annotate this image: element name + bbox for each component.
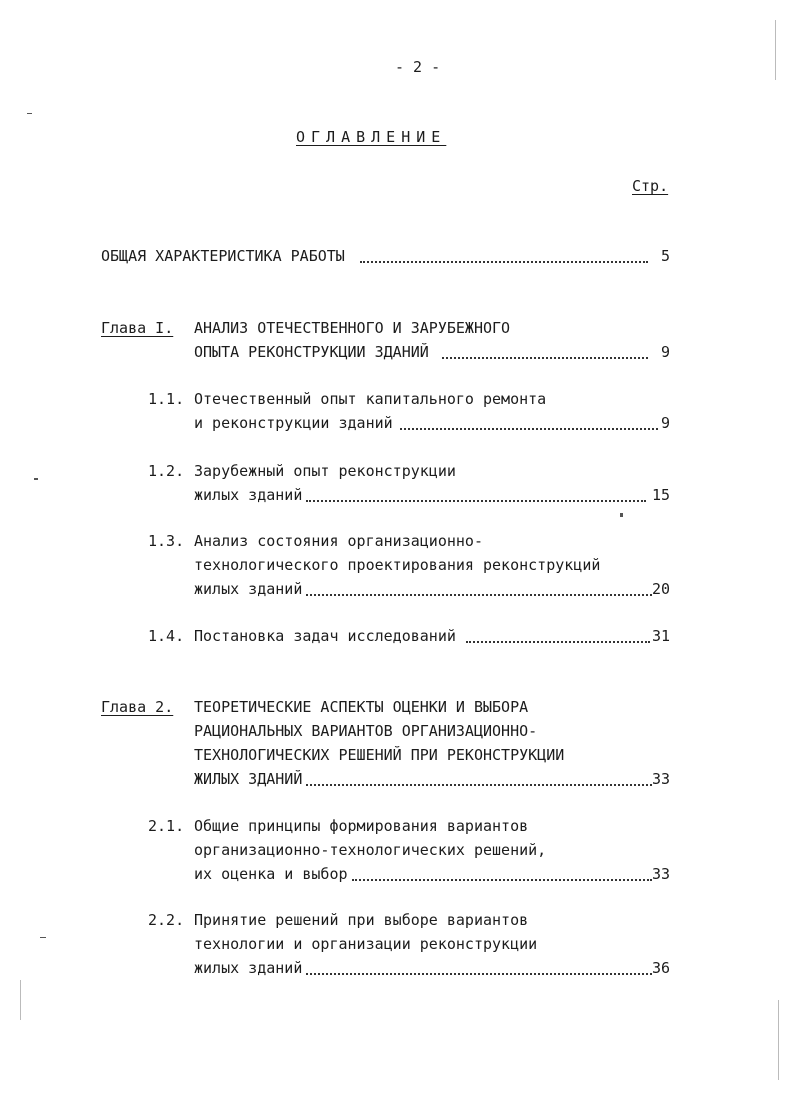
- toc-entry-text: технологии и организации реконструкции: [194, 935, 538, 953]
- scan-speck: [20, 980, 21, 1020]
- toc-entry-text: Общие принципы формирования вариантов: [194, 817, 529, 835]
- toc-entry-page: 9: [660, 414, 670, 432]
- toc-entry-text: и реконструкции зданий: [194, 414, 393, 432]
- toc-entry-page: 33: [651, 865, 670, 883]
- toc-entry-page: 15: [651, 486, 670, 504]
- toc-leader-dots: [306, 594, 652, 596]
- scan-speck: [778, 1000, 779, 1080]
- toc-entry-page: 20: [651, 580, 670, 598]
- page-number: - 2 -: [395, 58, 441, 76]
- toc-entry-text: Отечественный опыт капитального ремонта: [194, 390, 547, 408]
- toc-entry-label: 1.3.: [148, 532, 185, 550]
- toc-entry-label: 2.1.: [148, 817, 185, 835]
- toc-entry-text: ТЕОРЕТИЧЕСКИЕ АСПЕКТЫ ОЦЕНКИ И ВЫБОРА: [194, 698, 529, 716]
- page-column-label: Стр.: [632, 177, 669, 195]
- toc-entry-label: 1.1.: [148, 390, 185, 408]
- toc-entry-text: Постановка задач исследований: [194, 627, 456, 645]
- toc-entry-label: Глава 2.: [101, 698, 174, 716]
- scan-speck: [40, 937, 46, 938]
- toc-entry-text: жилых зданий: [194, 486, 303, 504]
- toc-title: ОГЛАВЛЕНИЕ: [296, 128, 447, 146]
- toc-entry-text: Зарубежный опыт реконструкции: [194, 462, 456, 480]
- toc-entry-label: 2.2.: [148, 911, 185, 929]
- toc-leader-dots: [352, 879, 652, 881]
- toc-entry-page: 9: [660, 343, 670, 361]
- scan-speck: [775, 20, 776, 80]
- toc-entry-text: ОПЫТА РЕКОНСТРУКЦИИ ЗДАНИЙ: [194, 343, 429, 361]
- toc-entry-text: жилых зданий: [194, 959, 303, 977]
- toc-entry-page: 36: [651, 959, 670, 977]
- toc-entry-label: Глава I.: [101, 319, 174, 337]
- toc-entry-text: ЖИЛЫХ ЗДАНИЙ: [194, 770, 303, 788]
- toc-leader-dots: [466, 641, 650, 643]
- toc-entry-label: 1.4.: [148, 627, 185, 645]
- toc-entry-page: 5: [660, 247, 670, 265]
- toc-entry-text: технологического проектирования реконструкций: [194, 556, 601, 574]
- toc-leader-dots: [360, 261, 648, 263]
- toc-leader-dots: [306, 973, 652, 975]
- scan-speck: [620, 513, 623, 517]
- toc-entry-text: организационно-технологических решений,: [194, 841, 547, 859]
- toc-entry-page: 33: [651, 770, 670, 788]
- toc-leader-dots: [306, 784, 652, 786]
- toc-entry-text: Анализ состояния организационно-: [194, 532, 483, 550]
- toc-entry-text: их оценка и выбор: [194, 865, 348, 883]
- toc-leader-dots: [442, 357, 648, 359]
- toc-entry-label: 1.2.: [148, 462, 185, 480]
- scan-speck: [27, 113, 32, 114]
- toc-entry-text: ТЕХНОЛОГИЧЕСКИХ РЕШЕНИЙ ПРИ РЕКОНСТРУКЦИИ: [194, 746, 565, 764]
- toc-entry-text: АНАЛИЗ ОТЕЧЕСТВЕННОГО И ЗАРУБЕЖНОГО: [194, 319, 511, 337]
- toc-leader-dots: [400, 428, 658, 430]
- toc-entry-page: 31: [651, 627, 670, 645]
- toc-entry-text: Принятие решений при выборе вариантов: [194, 911, 529, 929]
- toc-leader-dots: [306, 500, 646, 502]
- toc-entry-text: РАЦИОНАЛЬНЫХ ВАРИАНТОВ ОРГАНИЗАЦИОННО-: [194, 722, 538, 740]
- toc-entry-text: ОБЩАЯ ХАРАКТЕРИСТИКА РАБОТЫ: [101, 247, 345, 265]
- scan-speck: [34, 478, 38, 480]
- toc-entry-text: жилых зданий: [194, 580, 303, 598]
